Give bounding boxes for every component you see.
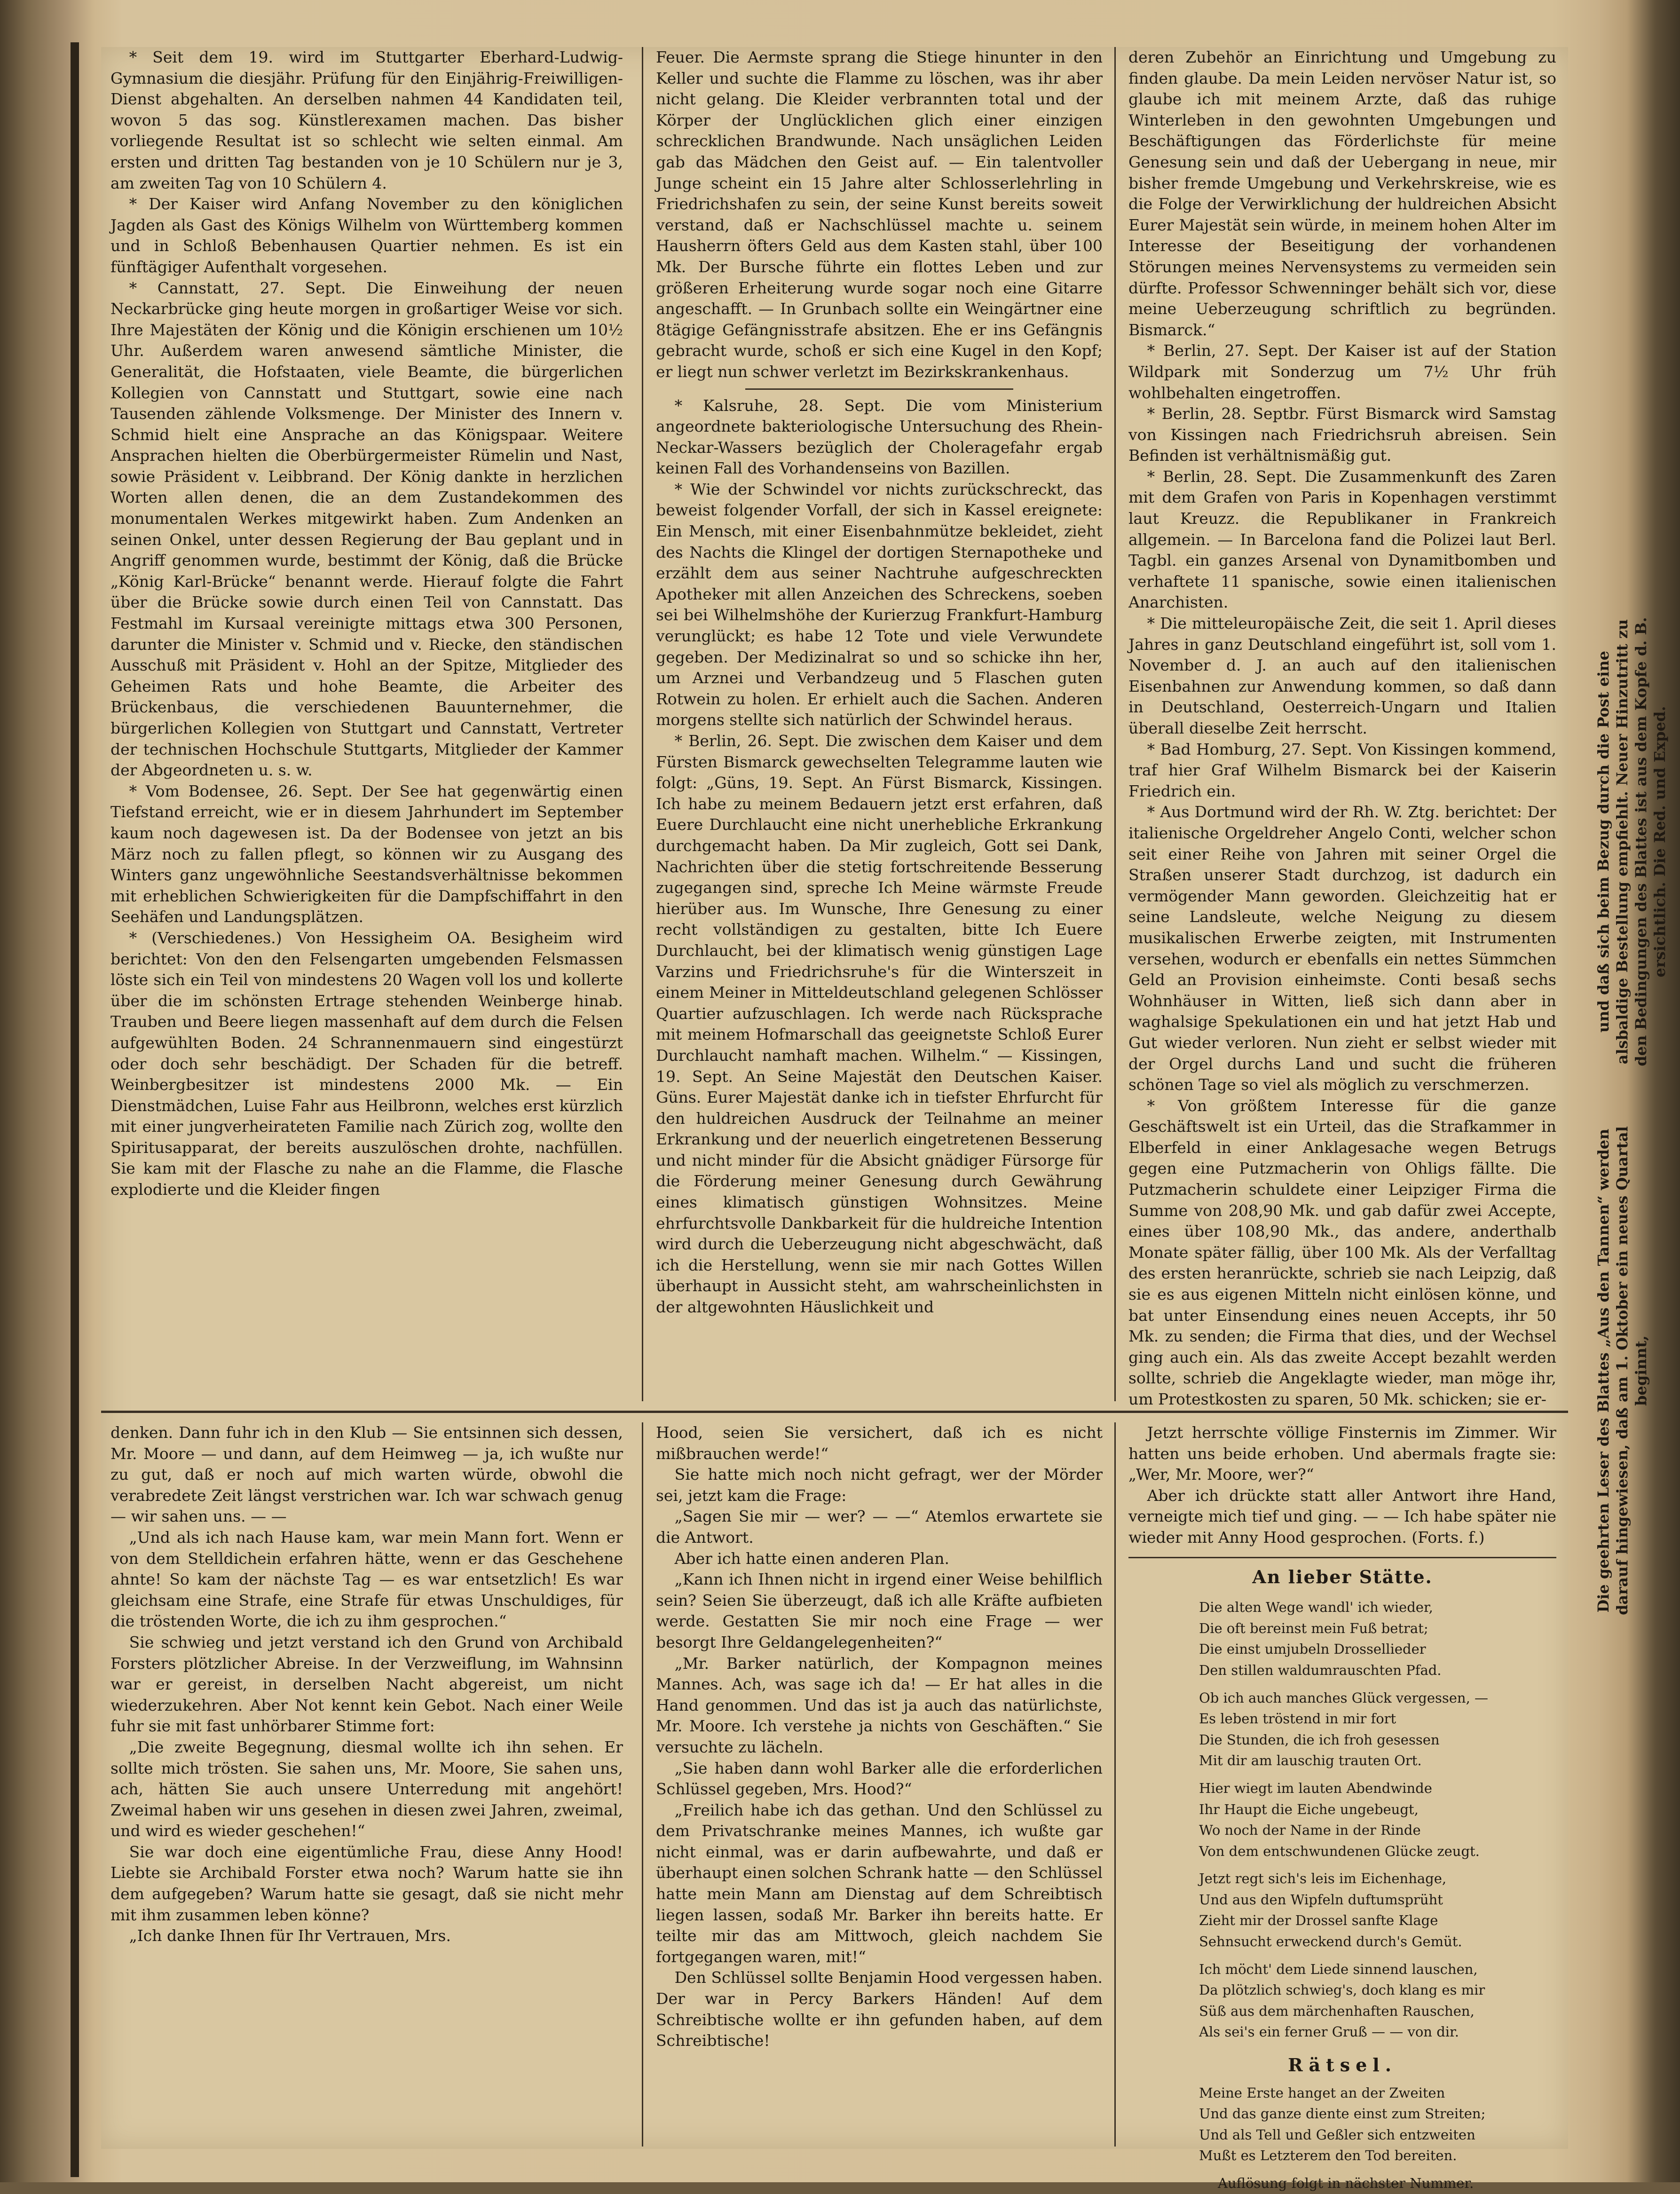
story-paragraph: Aber ich drückte statt aller Antwort ihre Hand, verneigte mich tief und ging. — — Ich habe später nie wieder mit Anny Hood gesprochen. (Forts. f.) [1128, 1486, 1556, 1547]
story-paragraph: „Ich danke Ihnen für Ihr Vertrauen, Mrs. [129, 1926, 451, 1945]
poem-line: Jetzt regt sich's leis im Eichenhage, [1199, 1870, 1447, 1887]
poem-line: Die alten Wege wandl' ich wieder, [1199, 1599, 1433, 1616]
news-item: * Berlin, 27. Sept. Der Kaiser ist auf der Station Wildpark mit Sonderzug um 7½ Uhr früh wohlbehalten eingetroffen. [1128, 341, 1556, 402]
poem-line: Die einst umjubeln Drossellieder [1199, 1641, 1426, 1657]
upper-column-2 [647, 47, 1112, 1397]
story-paragraph: „Die zweite Begegnung, diesmal wollte ich ihn sehen. Er sollte mich trösten. Sie sahen uns, Mr. Moore, Sie sahen uns, ach, hätten Sie auch unsere Unterredung mit angehört! Zweimal haben wir uns gesehen in diesen zwei Jahren, zweimal, und wird es wieder geschehen!“ [110, 1737, 623, 1840]
newspaper-page [101, 47, 1568, 2191]
news-item: * Seit dem 19. wird im Stuttgarter Eberhard-Ludwig-Gymnasium die diesjähr. Prüfung für den Einjährig-Freiwilligen-Dienst abgehalten. An derselben nahmen 44 Kandidaten teil, wovon 5 das sog. Künstlerexamen machen. Das bisher vorliegende Resultat ist so schlecht wie selten einmal. Am ersten und dritten Tag bestanden von je 10 Schülern nur je 3, am zweiten Tag von 10 Schülern 4. [110, 48, 623, 192]
story-paragraph: Aber ich hatte einen anderen Plan. [674, 1549, 950, 1568]
story-paragraph: „Sie haben dann wohl Barker alle die erforderlichen Schlüssel gegeben, Mrs. Hood?“ [656, 1759, 1103, 1799]
story-paragraph: Hood, seien Sie versichert, daß ich es nicht mißbrauchen werde!“ [656, 1423, 1103, 1463]
news-item: * Bad Homburg, 27. Sept. Von Kissingen kommend, traf hier Graf Wilhelm Bismarck bei der Kaiserin Friedrich ein. [1128, 740, 1556, 800]
news-item: * Cannstatt, 27. Sept. Die Einweihung der neuen Neckarbrücke ging heute morgen in großartiger Weise vor sich. Ihre Majestäten der König und die Königin erschienen um 10½ Uhr. Außerdem waren anwesend sämtliche Minister, die Generalität, die Hofstaaten, viele Beamte, die bürgerlichen Kollegien von Cannstatt und Stuttgart, sowie eine nach Tausenden zählende Volksmenge. Der Minister des Innern v. Schmid hielt eine Ansprache an das Königspaar. Weitere Ansprachen hielten die Oberbürgermeister Rümelin und Nast, sowie Präsident v. Leibbrand. Der König dankte in herzlichen Worten allen denen, die an dem Zustandekommen des monumentalen Werkes mitgewirkt haben. Zum Andenken an seinen Onkel, unter dessen Regierung der Bau geplant und in Angriff genommen wurde, bestimmt der König, daß die Brücke „König Karl-Brücke“ benannt werde. Hierauf folgte die Fahrt über die Brücke sowie durch einen Teil von Cannstatt. Das Festmahl im Kursaal vereinigte mittags etwa 300 Personen, darunter die Minister v. Schmid und v. Riecke, den ständischen Ausschuß mit Präsident v. Hohl an der Spitze, Mitglieder des Geheimen Rats und hohe Beamte, die Arbeiter des Brückenbaus, die verschiedenen Bauunternehmer, die bürgerlichen Kollegien von Stuttgart und Cannstatt, Vertreter der technischen Hochschule Stuttgarts, Mitglieder der Kammer der Abgeordneten u. s. w. [110, 278, 623, 780]
riddle-verse [1199, 2083, 1556, 2166]
news-item: * Die mitteleuropäische Zeit, die seit 1. April dieses Jahres in ganz Deutschland eingeführt ist, soll vom 1. November d. J. an auch auf den italienischen Eisenbahnen zur Anwendung kommen, so daß dann in Deutschland, Oesterreich-Ungarn und Italien überall dieselbe Zeit herrscht. [1128, 614, 1556, 737]
riddle-line: Mußt es Letzterem den Tod bereiten. [1199, 2147, 1457, 2164]
story-paragraph: Sie hatte mich noch nicht gefragt, wer der Mörder sei, jetzt kam die Frage: [656, 1465, 1103, 1505]
lower-column-1 [101, 1422, 637, 2147]
news-item: * Berlin, 26. Sept. Die zwischen dem Kaiser und dem Fürsten Bismarck gewechselten Telegramme lauten wie folgt: „Güns, 19. Sept. An Fürst Bismarck, Kissingen. Ich habe zu meinem Bedauern jetzt erst erfahren, daß Euere Durchlaucht eine nicht unerhebliche Erkrankung durchgemacht haben. Da Mir zugleich, Gott sei Dank, Nachrichten über die stetig fortschreitende Besserung zugegangen sind, spreche Ich Meine wärmste Freude hierüber aus. Im Wunsche, Ihre Genesung zu einer recht vollständigen zu gestalten, bitte Ich Euere Durchlaucht, bei der klimatisch wenig günstigen Lage Varzins und Friedrichsruhe's für die Winterszeit in einem Meiner in Mitteldeutschland gelegenen Schlösser Quartier aufzuschlagen. Ich werde nach Rücksprache mit meinem Hofmarschall das geeignetste Schloß Eurer Durchlaucht namhaft machen. Wilhelm.“ — Kissingen, 19. Sept. An Seine Majestät den Deutschen Kaiser. Güns. Eurer Majestät danke ich in tiefster Ehrfurcht für den huldreichen Ausdruck der Teilnahme an meiner Erkrankung und der neuerlich eingetretenen Besserung und nicht minder für die Absicht gnädiger Fürsorge für die Förderung meiner Genesung durch Gewährung eines klimatisch günstigen Wohnsitzes. Meine ehrfurchtsvolle Dankbarkeit für die huldreiche Intention wird durch die Ueberzeugung nicht abgeschwächt, daß ich die Herstellung, wenn sie mir nach Gottes Willen überhaupt in Aussicht steht, am wahrscheinlichsten in der altgewohnten Häuslichkeit und [656, 732, 1103, 1317]
poem-line: Den stillen waldumrauschten Pfad. [1199, 1662, 1442, 1678]
side-notice-text: und daß sich beim Bezug durch die Post eine alsbaldige Bestellung empfiehlt. Neuer Hinzutritt zu den Bedingungen des Blattes ist aus dem Kopfe d. B. ersichtlich. Die Red. und Exped. [1594, 617, 1669, 1066]
riddle-line: Und das ganze diente einst zum Streiten; [1199, 2106, 1486, 2122]
riddle-title: Rätsel. [1288, 2054, 1397, 2076]
story-paragraph: Sie schwieg und jetzt verstand ich den Grund von Archibald Forsters plötzlicher Abreise. In der Verzweiflung, im Wahnsinn war er gereist, in derselben Nacht abgereist, um nicht wiederzukehren. Aber Not kennt kein Gebot. Nach einer Weile fuhr sie mit fast unhörbarer Stimme fort: [110, 1633, 623, 1736]
story-paragraph: Den Schlüssel sollte Benjamin Hood vergessen haben. Der war in Percy Barkers Händen! Auf dem Schreibtische wollte er ihn gefunden haben, auf dem Schreibtische! [656, 1968, 1103, 2050]
poem-line: Ich möcht' dem Liede sinnend lauschen, [1199, 1961, 1478, 1977]
news-item: Feuer. Die Aermste sprang die Stiege hinunter in den Keller und suchte die Flamme zu löschen, was ihr aber nicht gelang. Die Kleider verbrannten total und der Körper der Unglücklichen glich einer einzigen schrecklichen Brandwunde. Nach unsäglichen Leiden gab das Mädchen den Geist auf. — Ein talentvoller Junge scheint ein 15 Jahre alter Schlosserlehrling in Friedrichshafen zu sein, der seine Kunst bereits soweit verstand, daß er Nachschlüssel machte u. seinem Hausherrn öfters Geld aus dem Kasten stahl, über 100 Mk. Der Bursche führte ein flottes Leben und zur größeren Erheiterung wurde sogar noch eine Gitarre angeschafft. — In Grunbach sollte ein Weingärtner eine 8tägige Gefängnisstrafe absitzen. Ehe er ins Gefängnis gebracht wurde, schoß er sich eine Kugel in den Kopf; er liegt nun schwer verletzt im Bezirkskrankenhaus. [656, 48, 1103, 381]
poem-line: Süß aus dem märchenhaften Rauschen, [1199, 2003, 1475, 2019]
poem-stanza [1199, 1597, 1556, 1681]
poem-line: Die Stunden, die ich froh gesessen [1199, 1731, 1440, 1748]
riddle-footer: Auflösung folgt in nächster Nummer. [1218, 2175, 1474, 2191]
poem-line: Von dem entschwundenen Glücke zeugt. [1199, 1843, 1480, 1859]
story-paragraph: „Sagen Sie mir — wer? — —“ Atemlos erwartete sie die Antwort. [656, 1507, 1103, 1547]
story-paragraph: „Freilich habe ich das gethan. Und den Schlüssel zu dem Privatschranke meines Mannes, ich wußte gar nicht einmal, was er darin aufbewahrte, und daß er überhaupt einen solchen Schrank hatte — den Schlüssel hatte mein Mann am Dienstag auf dem Schreibtisch liegen lassen, sodaß Mr. Barker ihn bereits hatte. Er teilte mir das am Mittwoch, gleich nachdem Sie fortgegangen waren, mit!“ [656, 1800, 1103, 1966]
side-notice-text: Die geehrten Leser des Blattes „Aus den Tannen“ werden darauf hingewiesen, daß am 1. Oktober ein neues Quartal beginnt, [1594, 1126, 1650, 1615]
column-divider [642, 1422, 643, 2147]
lower-column-2 [647, 1422, 1112, 2147]
upper-column-3 [1119, 47, 1566, 1408]
riddle-line: Und als Tell und Geßler sich entzweiten [1199, 2126, 1475, 2143]
section-divider [745, 388, 1013, 390]
column-divider [642, 47, 643, 1401]
poem-line: Die oft bereinst mein Fuß betrat; [1199, 1620, 1428, 1636]
side-notice-continued [1594, 607, 1669, 1077]
news-item: * Berlin, 28. Sept. Die Zusammenkunft des Zaren mit dem Grafen von Paris in Kopenhagen verstimmt laut Kreuzz. die Republikaner in Frankreich allgemein. — In Barcelona fand die Polizei laut Berl. Tagbl. ein ganzes Arsenal von Dynamitbomben und verhaftete 11 spanische, sowie einen italienischen Anarchisten. [1128, 467, 1556, 612]
poem-stanza [1199, 1688, 1556, 1771]
column-divider [1114, 47, 1116, 1401]
poem-line: Ihr Haupt die Eiche ungebeugt, [1199, 1801, 1419, 1817]
poem-stanza [1199, 1959, 1556, 2043]
poem-stanza [1199, 1868, 1556, 1952]
lower-column-3 [1119, 1422, 1566, 2191]
story-paragraph: „Und als ich nach Hause kam, war mein Mann fort. Wenn er von dem Stelldichein erfahren hätte, wenn er das Geschehene ahnte! So kam der nächste Tag — es war entsetzlich! Es war gleichsam eine Strafe, eine Strafe für etwas Unschuldiges, für die tröstenden Worte, die ich zu ihm gesprochen.“ [110, 1528, 623, 1631]
poem-title: An lieber Stätte. [1252, 1566, 1433, 1587]
poem-line: Ob ich auch manches Glück vergessen, — [1199, 1689, 1489, 1706]
news-item: * Aus Dortmund wird der Rh. W. Ztg. berichtet: Der italienische Orgeldreher Angelo Conti, welcher schon seit einer Reihe von Jahren mit seiner Orgel die Straßen unserer Stadt durchzog, ist dadurch ein vermögender Mann geworden. Gleichzeitig hat er seine Landsleute, welche Neigung zu diesem musikalischen Erwerbe zeigten, mit Instrumenten versehen, wodurch er ebenfalls ein nettes Sümmchen Geld an Provision einheimste. Conti besaß sechs Wohnhäuser in Witten, ließ sich dann aber in waghalsige Spekulationen ein und hat jetzt Hab und Gut wieder verloren. Nun zieht er selbst wieder mit der Orgel durchs Land und sucht die früheren schönen Tage so viel als möglich zu verschmerzen. [1128, 803, 1556, 1094]
riddle-line: Meine Erste hanget an der Zweiten [1199, 2084, 1445, 2101]
story-paragraph: „Mr. Barker natürlich, der Kompagnon meines Mannes. Ach, was sage ich da! — Er hat alles in die Hand genommen. Und das ist ja auch das natürlichste, Mr. Moore. Ich verstehe ja nichts von Geschäften.“ Sie versuchte zu lächeln. [656, 1654, 1103, 1756]
news-item: * Vom Bodensee, 26. Sept. Der See hat gegenwärtig einen Tiefstand erreicht, wie er in diesem Jahrhundert im September kaum noch dagewesen ist. Da der Bodensee von jetzt an bis März noch zu fallen pflegt, so können wir zu Ausgang des Winters ganz ungewöhnliche Seestandsverhältnisse bekommen mit erheblichen Schwierigkeiten für die Dampfschiffahrt in den Seehäfen und Landungsplätzen. [110, 781, 623, 926]
news-item: * Der Kaiser wird Anfang November zu den königlichen Jagden als Gast des Königs Wilhelm von Württemberg kommen und in Schloß Bebenhausen Quartier nehmen. Es ist ein fünftägiger Aufenthalt vorgesehen. [110, 195, 623, 276]
news-item: * Kalsruhe, 28. Sept. Die vom Ministerium angeordnete bakteriologische Untersuchung des Rhein-Neckar-Wassers bezüglich der Choleragefahr ergab keinen Fall des Vorhandenseins von Bazillen. [656, 396, 1103, 478]
poem-line: Als sei's ein ferner Gruß — — von dir. [1199, 2024, 1459, 2040]
upper-column-1 [101, 47, 637, 1397]
side-notice-subscription [1594, 1100, 1664, 1641]
poem-stanza [1199, 1778, 1556, 1862]
story-paragraph: denken. Dann fuhr ich in den Klub — Sie entsinnen sich dessen, Mr. Moore — und dann, auf dem Heimweg — ja, ich wußte nur zu gut, daß er noch auf mich warten würde, obwohl die verabredete Zeit längst verstrichen war. Ich war schwach genug — wir sahen uns. — — [110, 1423, 623, 1526]
story-paragraph: „Kann ich Ihnen nicht in irgend einer Weise behilflich sein? Seien Sie überzeugt, daß ich alle Kräfte aufbieten werde. Gestatten Sie mir noch eine Frage — wer besorgt Ihre Geldangelegenheiten?“ [656, 1570, 1103, 1651]
story-paragraph: Jetzt herrschte völlige Finsternis im Zimmer. Wir hatten uns beide erhoben. Und abermals fragte sie: „Wer, Mr. Moore, wer?“ [1128, 1423, 1556, 1484]
news-item: deren Zubehör an Einrichtung und Umgebung zu finden glaube. Da mein Leiden nervöser Natur ist, so glaube ich mit meinem Arzte, daß das ruhige Winterleben in den gewohnten Umgebungen und Beschäftigungen das Förderlichste für meine Genesung sein und daß der Uebergang in neue, mir bisher fremde Umgebung und Verkehrskreise, wie es die Folge der Verwirklichung der huldreichen Absicht Eurer Majestät sein würde, in meinem hohen Alter im Interesse der Beseitigung der vorhandenen Störungen meines Nervensystems zu vermeiden sein dürfte. Professor Schwenninger behält sich vor, diese meine Ueberzeugung schriftlich zu begründen. Bismarck.“ [1128, 48, 1556, 339]
binding-edge [71, 42, 79, 2177]
poem-line: Wo noch der Name in der Rinde [1199, 1822, 1421, 1839]
news-item: * Wie der Schwindel vor nichts zurückschreckt, das beweist folgender Vorfall, der sich in Kassel ereignete: Ein Mensch, mit einer Eisenbahnmütze bekleidet, zieht des Nachts die Klingel der dortigen Sternapotheke und erzählt dem aus seiner Nachtruhe aufgeschreckten Apotheker mit allen Anzeichen des Schreckens, soeben sei bei Wilhelmshöhe der Kurierzug Frankfurt-Hamburg verunglückt; es habe 12 Tote und viele Verwundete gegeben. Der Medizinalrat so und so schicke ihn her, um Arznei und Verbandzeug und 5 Flaschen guten Rotwein zu holen. Er erhielt auch die Sachen. Anderen morgens stellte sich natürlich der Schwindel heraus. [656, 480, 1103, 729]
poem-line: Da plötzlich schwieg's, doch klang es mir [1199, 1982, 1485, 1998]
news-item: * Von größtem Interesse für die ganze Geschäftswelt ist ein Urteil, das die Strafkammer in Elberfeld in einer Anklagesache wegen Betrugs gegen eine Putzmacherin von Ohligs fällte. Die Putzmacherin schuldete einer Leipziger Firma die Summe von 208,90 Mk. und gab dafür zwei Accepte, eines über 108,90 Mk., das andere, anderthalb Monate später fällig, über 100 Mk. Als der Verfalltag des ersten heranrückte, schrieb sie nach Leipzig, daß sie es aus eigenen Mitteln nicht einlösen könne, und bat unter Einsendung eines neuen Accepts, ihr 50 Mk. zu senden; die Firma that dies, und der Wechsel ging auch ein. Als das zweite Accept bezahlt werden sollte, schrieb die Angeklagte wieder, man möge ihr, um Protestkosten zu sparen, 50 Mk. schicken; sie er- [1128, 1096, 1556, 1408]
news-item: * (Verschiedenes.) Von Hessigheim OA. Besigheim wird berichtet: Von den den Felsengarten umgebenden Felsmassen löste sich ein Teil von mindestens 20 Wagen voll los und kollerte über die im schönsten Ertrage stehenden Weinberge hinab. Trauben und Beere liegen massenhaft auf dem durch die Felsen aufgewühlten Boden. 24 Schrannenmauern sind eingestürzt oder doch sehr beschädigt. Der Schaden für die betreff. Weinbergbesitzer ist mindestens 2000 Mk. — Ein Dienstmädchen, Luise Fahr aus Heilbronn, welches erst kürzlich mit einer jungverheirateten Familie nach Zürich zog, wollte den Spiritusapparat, der bereits auszulöschen drohte, nachfüllen. Sie kam mit der Flasche zu nahe an die Flamme, die Flasche explodierte und die Kleider fingen [110, 928, 623, 1199]
riddle [1128, 2055, 1556, 2194]
news-item: * Berlin, 28. Septbr. Fürst Bismarck wird Samstag von Kissingen nach Friedrichsruh abreisen. Sein Befinden ist verhältnismäßig gut. [1128, 404, 1556, 465]
poem-line: Es leben tröstend in mir fort [1199, 1711, 1396, 1727]
poem-divider [1128, 1557, 1556, 1558]
poem-line: Mit dir am lauschig trauten Ort. [1199, 1752, 1422, 1769]
poem-line: Zieht mir der Drossel sanfte Klage [1199, 1912, 1438, 1929]
column-divider [1114, 1422, 1116, 2147]
feuilleton-divider [101, 1411, 1568, 1413]
poem [1128, 1567, 1556, 2043]
poem-line: Und aus den Wipfeln duftumsprüht [1199, 1891, 1443, 1908]
story-paragraph: Sie war doch eine eigentümliche Frau, diese Anny Hood! Liebte sie Archibald Forster etwa noch? Warum hatte sie ihn dem aufgegeben? Warum hatte sie gesagt, daß sie nicht mehr mit ihm zusammen leben könne? [110, 1842, 623, 1924]
poem-line: Hier wiegt im lauten Abendwinde [1199, 1780, 1432, 1796]
poem-line: Sehnsucht erweckend durch's Gemüt. [1199, 1934, 1462, 1950]
